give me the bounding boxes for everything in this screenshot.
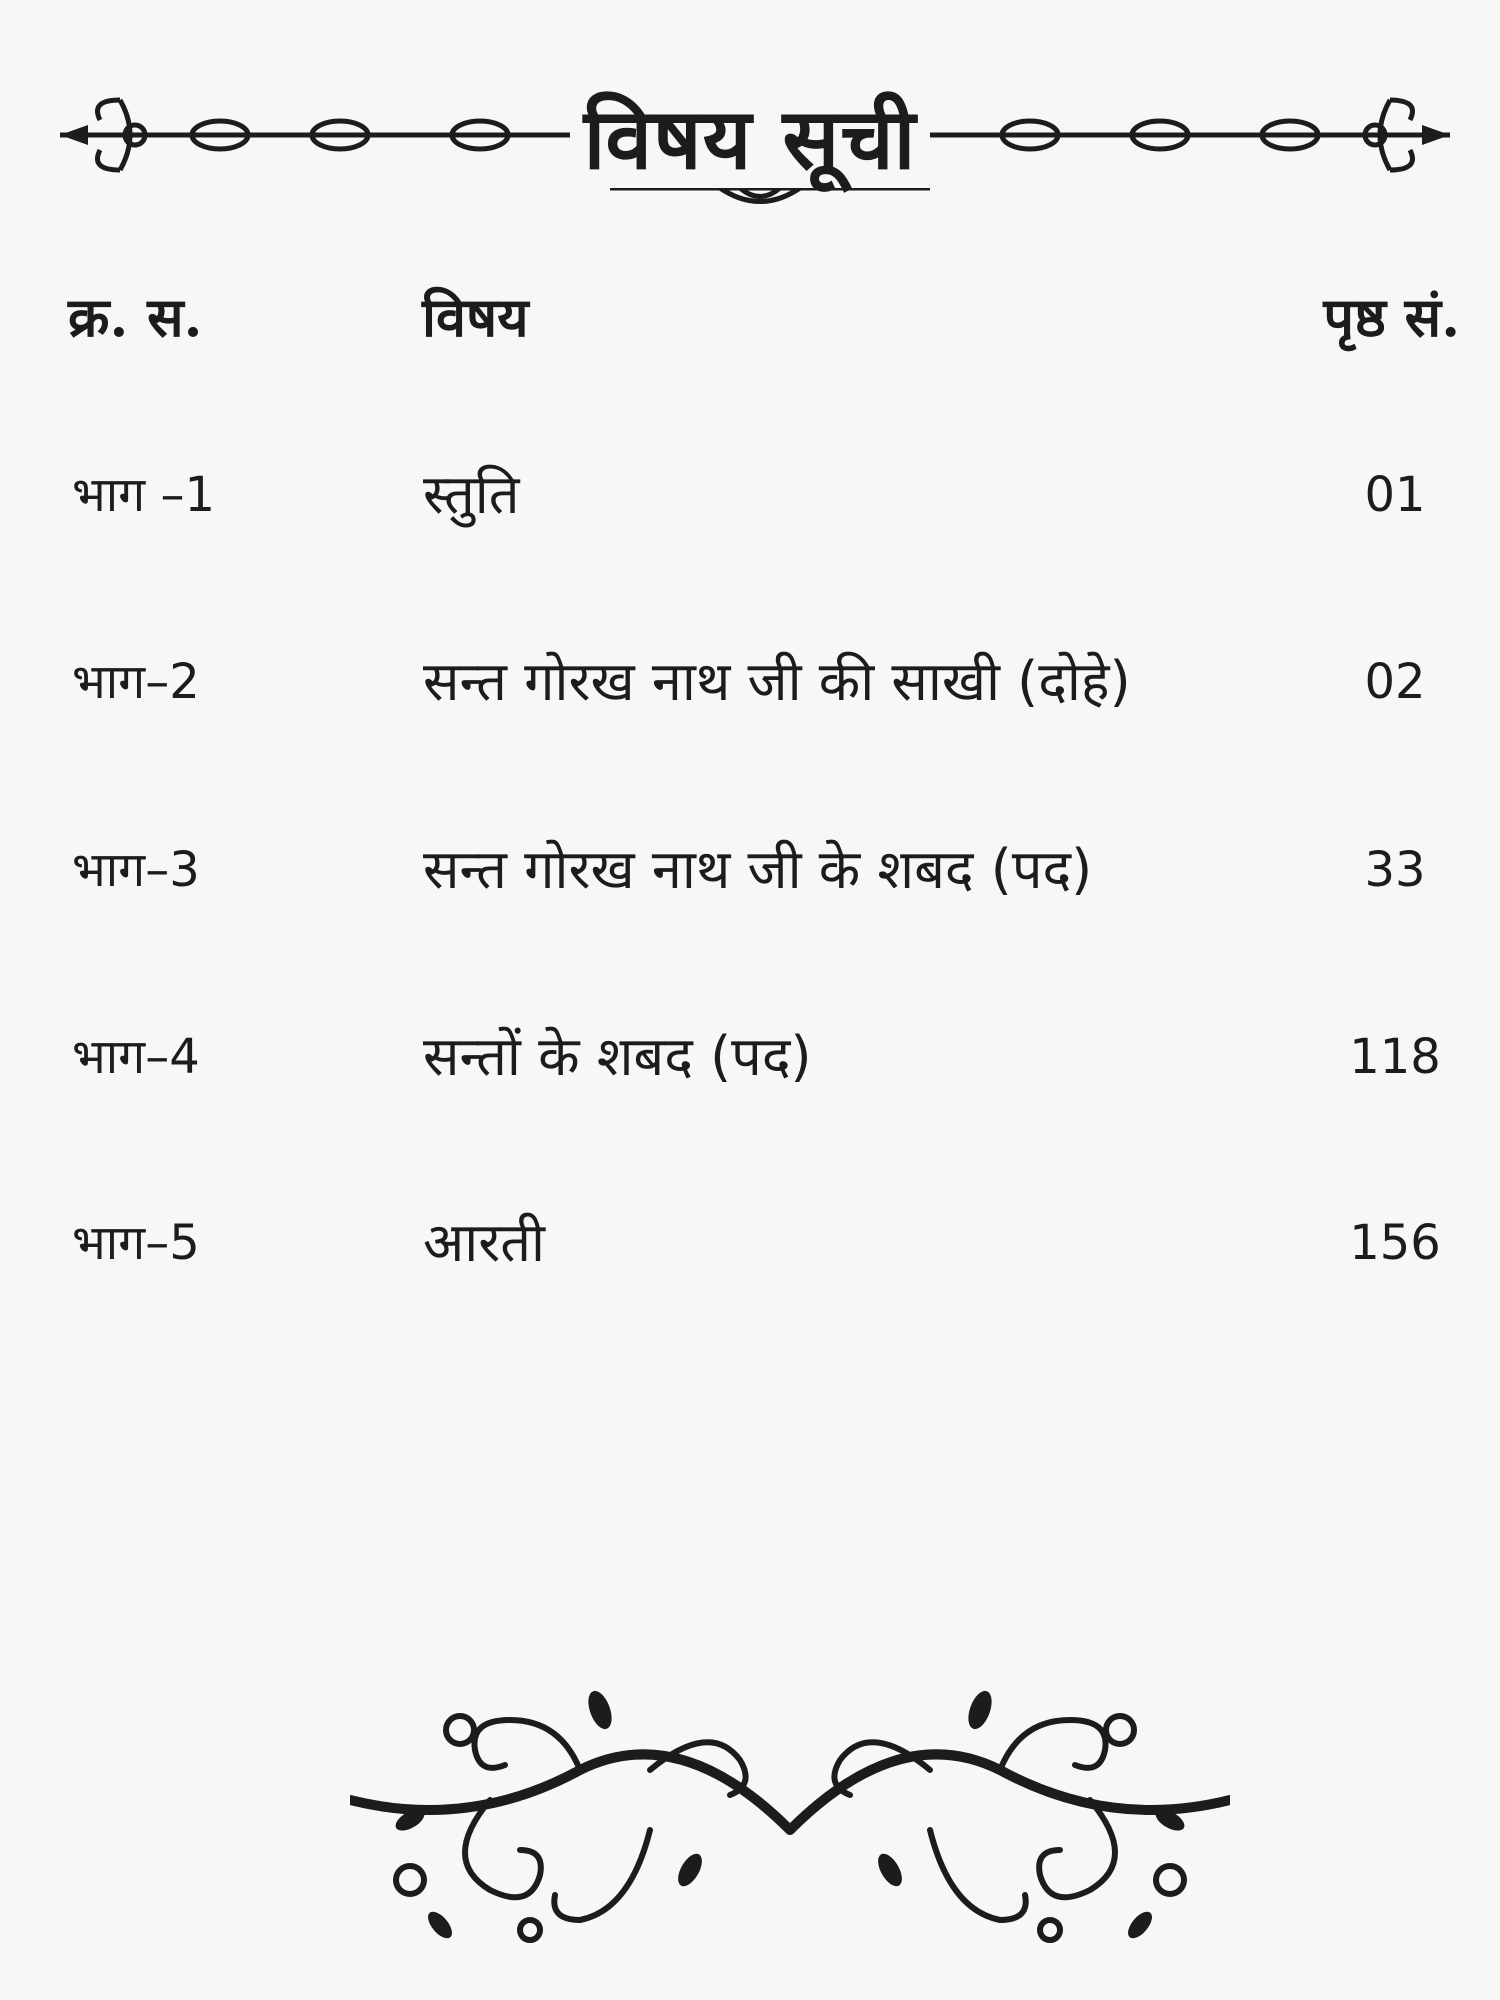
floral-flourish-ornament <box>350 1680 1230 1950</box>
page-number: 02 <box>1364 654 1426 710</box>
toc-row <box>0 1012 1500 1102</box>
page-number: 118 <box>1349 1029 1441 1085</box>
page-number: 01 <box>1364 467 1426 523</box>
toc-row <box>0 1198 1500 1288</box>
column-header-serial: क्र. स. <box>68 285 203 349</box>
part-label: भाग–4 <box>72 1029 200 1085</box>
part-label: भाग–5 <box>72 1215 200 1271</box>
toc-row <box>0 450 1500 540</box>
part-label: भाग –1 <box>72 467 215 523</box>
subject-title: सन्त गोरख नाथ जी के शबद (पद) <box>423 838 1093 901</box>
column-header-subject: विषय <box>422 285 529 349</box>
subject-title: सन्त गोरख नाथ जी की साखी (दोहे) <box>423 650 1131 713</box>
toc-row <box>0 825 1500 915</box>
page-number: 156 <box>1349 1215 1441 1271</box>
subject-title: आरती <box>423 1211 546 1274</box>
column-header-page: पृष्ठ सं. <box>1323 285 1460 349</box>
page-number: 33 <box>1364 842 1426 898</box>
part-label: भाग–3 <box>72 842 200 898</box>
toc-row <box>0 637 1500 727</box>
page-title: विषय सूची <box>0 78 1500 193</box>
part-label: भाग–2 <box>72 654 200 710</box>
subject-title: सन्तों के शबद (पद) <box>423 1025 812 1088</box>
subject-title: स्तुति <box>423 463 520 526</box>
